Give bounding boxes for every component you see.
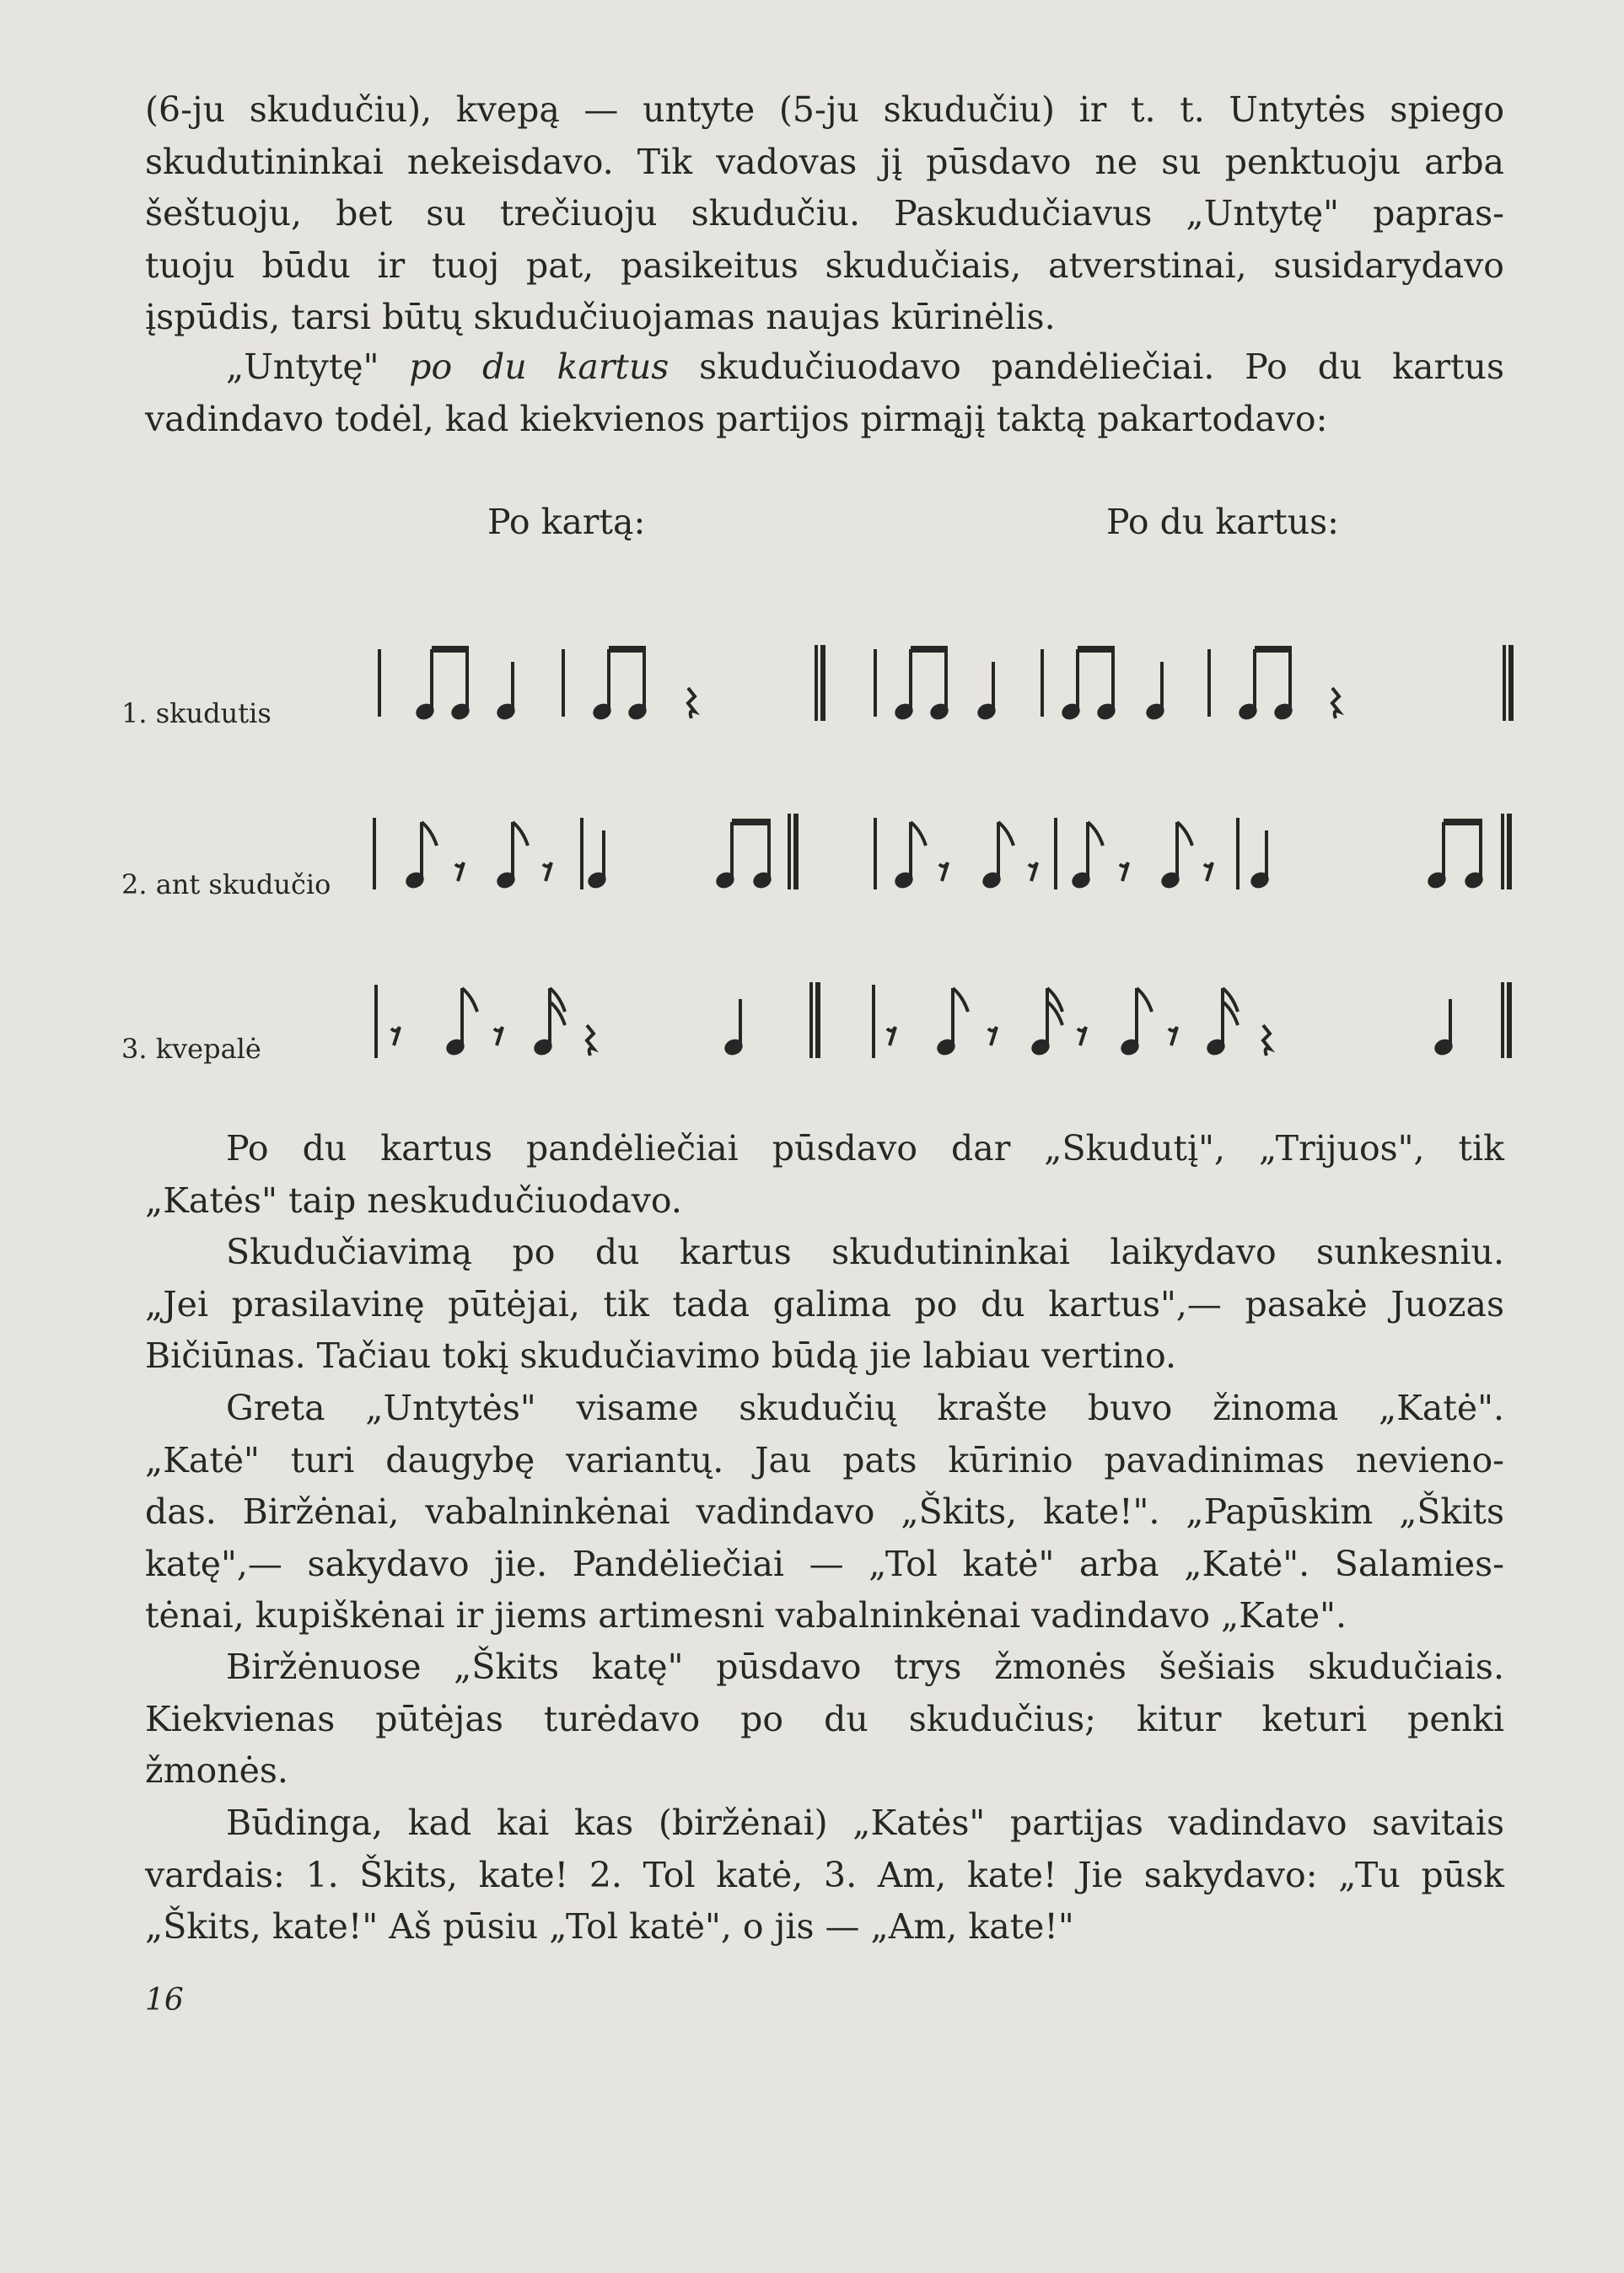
note-head [1146, 703, 1164, 720]
eighth-rest [494, 1027, 503, 1045]
text-line: Skudučiavimą po du kartus skudutininkai laikydavo sunkesniu. [226, 1232, 1504, 1272]
text-line: „Škits, kate!" Aš pūsiu „Tol katė", o jis — „Am, kate!" [145, 1906, 1074, 1947]
text-line: „Katės" taip neskudučiuodavo. [145, 1179, 682, 1221]
text-line: „Jei prasilavinę pūtėjai, tik tada galima po du kartus",— pasakė Juozas [145, 1283, 1504, 1325]
note-head [937, 1039, 955, 1056]
text-line: das. Biržėnai, vabalninkėnai vadindavo „Škits, kate!". „Papūskim „Škits [145, 1491, 1504, 1532]
text-fragment: „Untytę" [226, 347, 410, 387]
note-head [406, 872, 424, 889]
text-line: katę",— sakydavo jie. Pandėliečiai — „Tol katė" arba „Katė". Salamies- [145, 1543, 1504, 1584]
note-head [895, 872, 913, 889]
note-flag [911, 822, 926, 846]
note-flag [513, 822, 528, 846]
text-line: Greta „Untytės" visame skudučių krašte buvo žinoma „Katė". [226, 1388, 1504, 1428]
note-head [534, 1039, 552, 1056]
note-head [497, 703, 515, 720]
page-number: 16 [145, 1983, 184, 2018]
note-head [588, 872, 606, 889]
row-label-3: 3. kvepalė [121, 1033, 261, 1065]
note-head [716, 872, 734, 889]
note-head [1031, 1039, 1050, 1056]
eighth-rest [988, 1027, 997, 1045]
text-line: žmonės. [145, 1750, 288, 1791]
note-head [446, 1039, 465, 1056]
note-head [593, 703, 611, 720]
note-head [895, 703, 913, 720]
text-line: skudutininkai nekeisdavo. Tik vadovas jį pūsdavo ne su penktuoju arba [145, 141, 1504, 182]
eighth-rest [939, 862, 948, 881]
eighth-rest [887, 1027, 895, 1045]
eighth-rest [1204, 862, 1213, 881]
paragraph-7 [145, 1797, 1504, 1953]
text-line: Būdinga, kad kai kas (biržėnai) „Katės" partijas vadindavo savitais [226, 1803, 1504, 1843]
quarter-rest [1263, 1025, 1270, 1056]
note-head [1072, 872, 1090, 889]
note-head [1097, 703, 1116, 720]
note-flag [1177, 822, 1192, 846]
note-head [1465, 872, 1483, 889]
text-line: įspūdis, tarsi būtų skudučiuojamas naujas kūrinėlis. [145, 297, 1056, 337]
note-head [1207, 1039, 1225, 1056]
note-head [1434, 1039, 1453, 1056]
quarter-rest [1332, 688, 1339, 718]
note-flag [422, 822, 437, 846]
note-head [1274, 703, 1293, 720]
text-line: vardais: 1. Škits, kate! 2. Tol katė, 3. Am, kate! Jie sakydavo: „Tu pūsk [145, 1854, 1504, 1895]
note-flag-double [1047, 988, 1062, 1025]
text-line: Bičiūnas. Tačiau tokį skudučiavimo būdą jie labiau vertino. [145, 1335, 1177, 1376]
eighth-rest [1078, 1027, 1086, 1045]
text-line: tuoju būdu ir tuoj pat, pasikeitus skudučiais, atverstinai, susidarydavo [145, 244, 1504, 286]
note-flag-double [1223, 988, 1238, 1025]
eighth-rest [391, 1027, 400, 1045]
note-head [977, 703, 996, 720]
header-once: Po kartą: [487, 502, 646, 542]
eighth-rest [1169, 1027, 1177, 1045]
note-flag [998, 822, 1014, 846]
note-head [1161, 872, 1180, 889]
note-head [753, 872, 772, 889]
note-flag [953, 988, 968, 1012]
header-twice: Po du kartus: [1106, 502, 1339, 542]
note-head [628, 703, 647, 720]
eighth-rest [1120, 862, 1128, 881]
paragraph-4 [145, 1227, 1504, 1383]
note-head [497, 872, 515, 889]
text-line: (6-ju skudučiu), kvepą — untyte (5-ju skudučiu) ir t. t. Untytės spiego [145, 89, 1504, 130]
text-line: „Katė" turi daugybę variantų. Jau pats kūrinio pavadinimas nevieno- [145, 1439, 1504, 1480]
text-fragment: skudučiuodavo pandėliečiai. Po du kartus [669, 347, 1504, 387]
note-head [1062, 703, 1080, 720]
note-flag [462, 988, 477, 1012]
text-line: Po du kartus pandėliečiai pūsdavo dar „Skudutį", „Trijuos", tik [226, 1128, 1504, 1169]
text-line: Kiekvienas pūtėjas turėdavo po du skudučius; kitur keturi penki [145, 1698, 1504, 1739]
row-1-rhythm [379, 645, 1511, 721]
paragraph-5 [145, 1383, 1504, 1642]
note-head [930, 703, 949, 720]
text-line: vadindavo todėl, kad kiekvienos partijos pirmąjį taktą pakartodavo: [145, 398, 1328, 439]
note-head [1250, 872, 1269, 889]
note-head [416, 703, 434, 720]
note-flag-double [550, 988, 565, 1025]
row-label-2: 2. ant skudučio [121, 868, 331, 900]
eighth-rest [1029, 862, 1037, 881]
note-head [724, 1039, 743, 1056]
eighth-rest [543, 862, 551, 881]
note-flag [1088, 822, 1103, 846]
text-line: šeštuoju, bet su trečiuoju skudučiu. Paskudučiavus „Untytę" papras- [145, 193, 1504, 234]
paragraph-3 [145, 1123, 1504, 1227]
note-flag [1137, 988, 1152, 1012]
eighth-rest [455, 862, 464, 881]
note-head [1428, 872, 1446, 889]
note-head [1239, 703, 1257, 720]
paragraph-6 [145, 1642, 1504, 1797]
note-head [451, 703, 470, 720]
row-label-1: 1. skudutis [121, 697, 272, 729]
text-line: Biržėnuose „Škits katę" pūsdavo trys žmonės šešiais skudučiais. [226, 1647, 1504, 1687]
text-line: tėnai, kupiškėnai ir jiems artimesni vabalninkėnai vadindavo „Kate". [145, 1595, 1347, 1636]
italic-phrase: po du kartus [409, 347, 669, 387]
quarter-rest [688, 688, 695, 718]
row-3-rhythm [376, 982, 1509, 1058]
row-2-rhythm [374, 814, 1509, 889]
quarter-rest [587, 1025, 594, 1056]
note-head [1121, 1039, 1139, 1056]
note-head [982, 872, 1001, 889]
